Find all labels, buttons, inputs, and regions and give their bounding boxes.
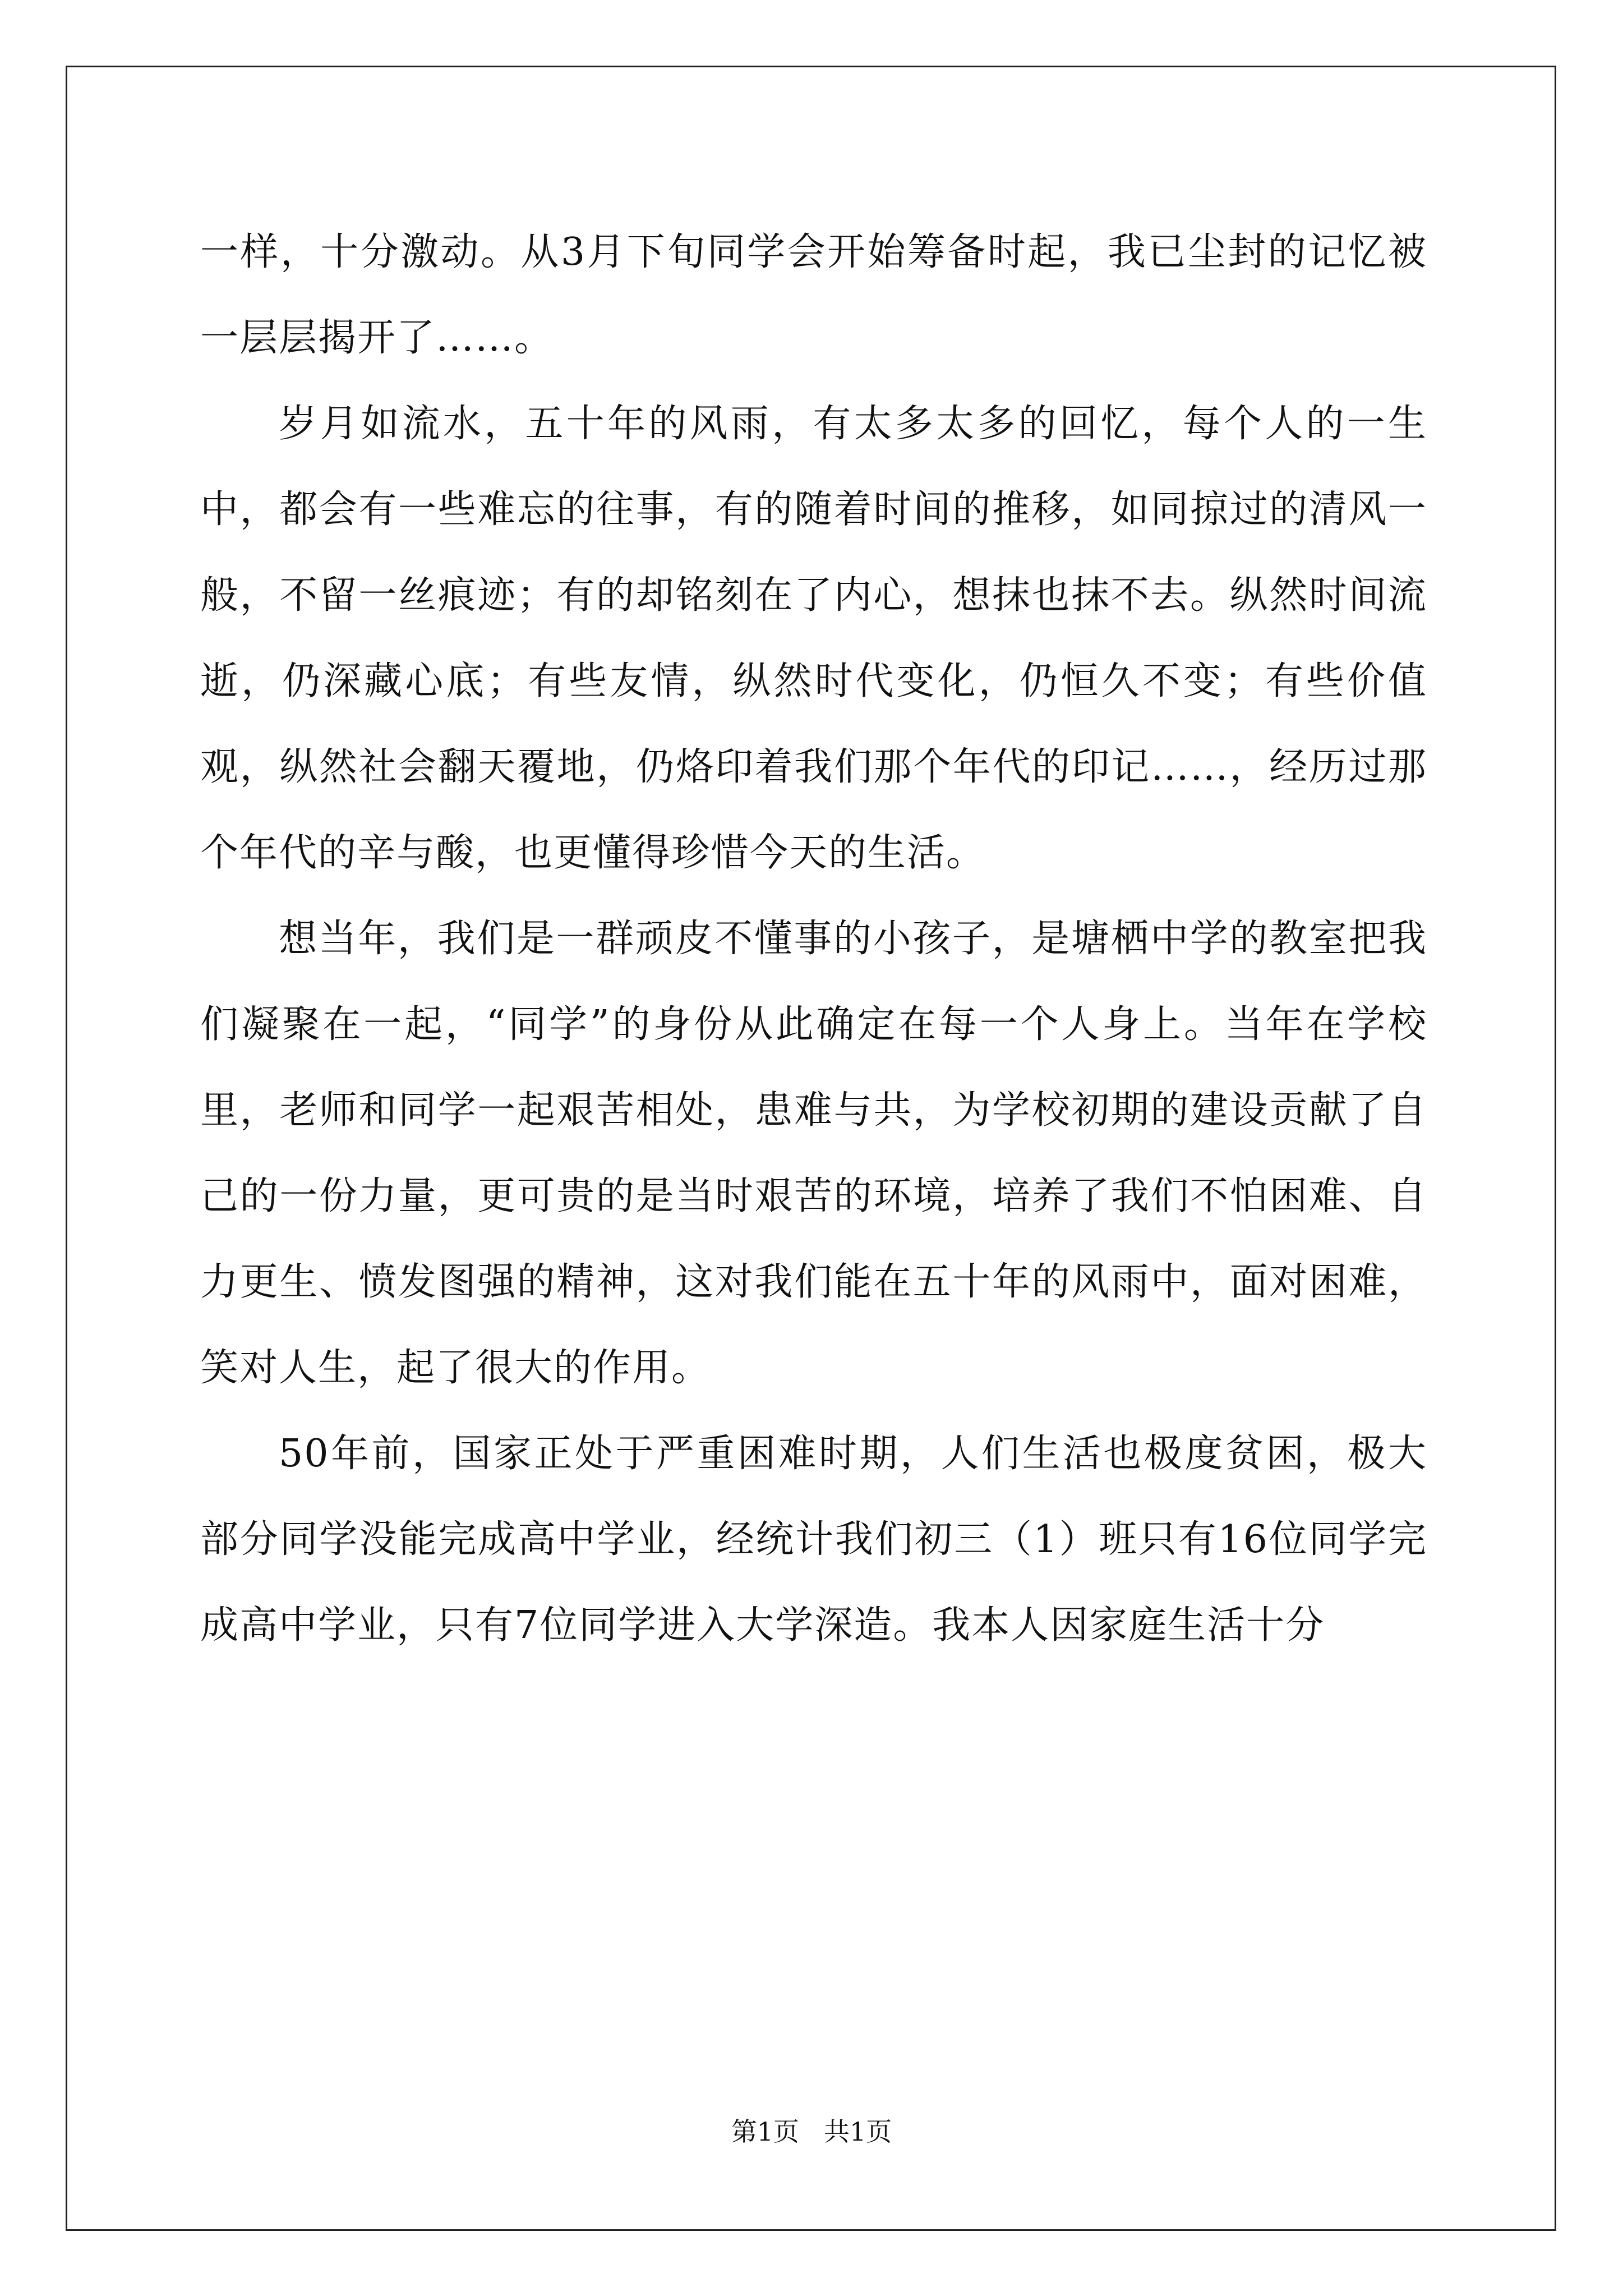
paragraph-2: 岁月如流水，五十年的风雨，有太多太多的回忆，每个人的一生中，都会有一些难忘的往事，有的随着时间的推移，如同掠过的清风一般，不留一丝痕迹；有的却铭刻在了内心，想抹也抹不去。纵然时间流逝，仍深藏心底；有些友情，纵然时代变化，仍恒久不变；有些价值观，纵然社会翻天覆地，仍烙印着我们那个年代的印记……，经历过那个年代的辛与酸，也更懂得珍惜今天的生活。 [200, 402, 1427, 875]
page-total: 共1页 [823, 2116, 892, 2147]
paragraph-1: 一样，十分激动。从3月下旬同学会开始筹备时起，我已尘封的记忆被一层层揭开了……。 [200, 230, 1427, 360]
paragraph-4: 50年前，国家正处于严重困难时期，人们生活也极度贫困，极大部分同学没能完成高中学业，经统计我们初三（1）班只有16位同学完成高中学业，只有7位同学进入大学深造。我本人因家庭生活十分 [200, 1432, 1427, 1648]
page-footer [0, 2115, 1623, 2148]
page-number: 第1页 [731, 2116, 800, 2147]
paragraph-3: 想当年，我们是一群顽皮不懂事的小孩子，是塘栖中学的教室把我们凝聚在一起，“同学”的身份从此确定在每一个人身上。当年在学校里，老师和同学一起艰苦相处，患难与共，为学校初期的建设贡献了自己的一份力量，更可贵的是当时艰苦的环境，培养了我们不怕困难、自力更生、愤发图强的精神，这对我们能在五十年的风雨中，面对困难，笑对人生，起了很大的作用。 [200, 917, 1427, 1390]
document-body [200, 209, 1427, 1668]
footer-gap [799, 2116, 824, 2147]
